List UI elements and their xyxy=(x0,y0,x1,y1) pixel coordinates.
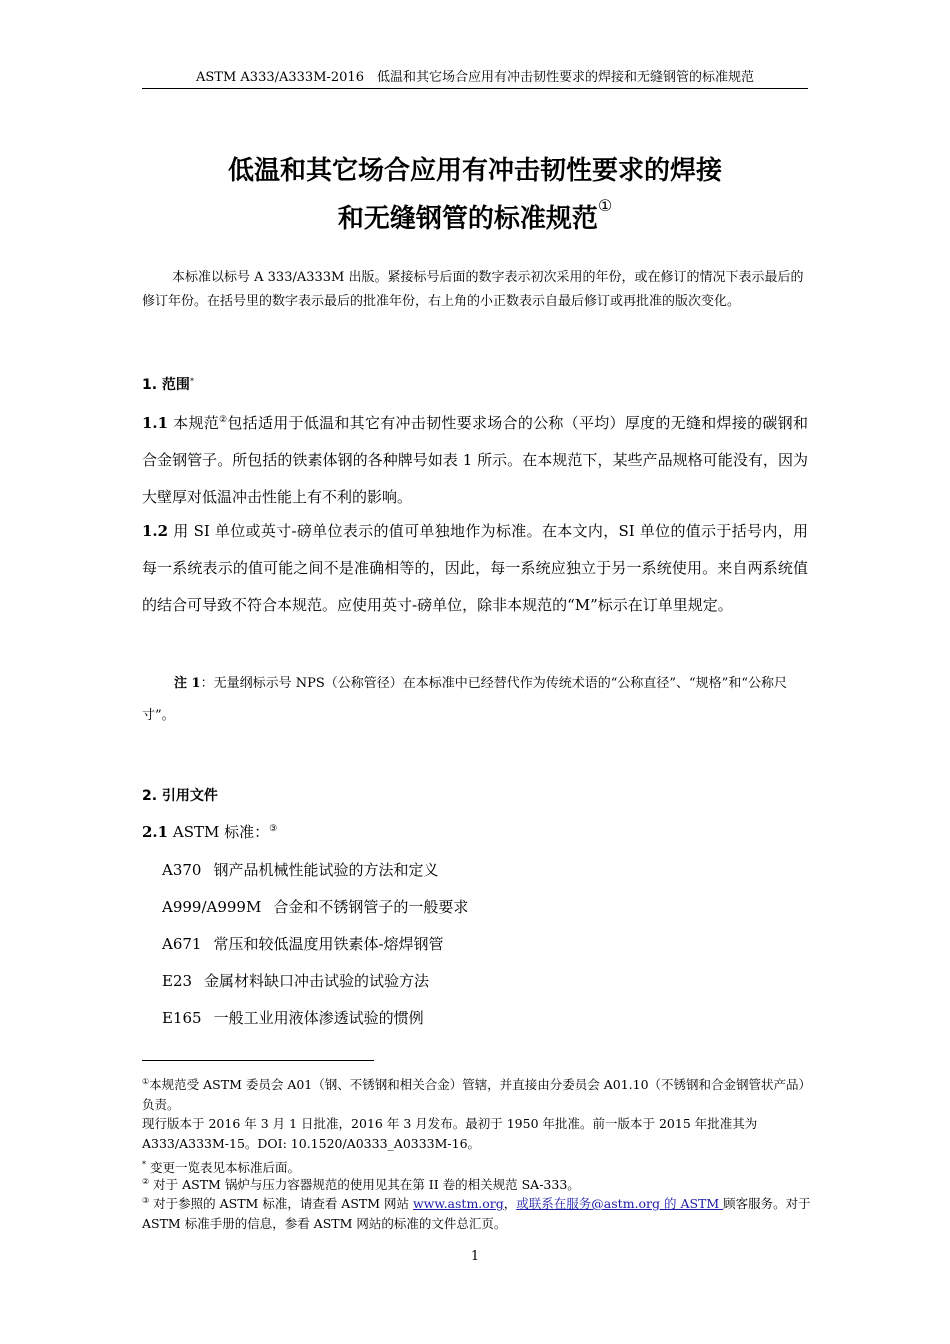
reference-desc: 常压和较低温度用铁素体-熔焊钢管 xyxy=(213,935,444,953)
reference-code: A370 xyxy=(162,861,202,879)
reference-desc: 合金和不锈钢管子的一般要求 xyxy=(273,898,469,916)
paragraph-1-1-text-b: 包括适用于低温和其它有冲击韧性要求场合的公称（平均）厚度的无缝和焊接的碳钢和合金钢管子。所包括的铁素体钢的各种牌号如表 1 所示。在本规范下，某些产品规格可能没有，因为大壁厚对低温冲击性能上有不利的影响。 xyxy=(142,414,808,506)
reference-desc: 一般工业用液体渗透试验的惯例 xyxy=(213,1009,424,1027)
document-title-text: 和无缝钢管的标准规范 xyxy=(337,204,598,234)
reference-item xyxy=(162,1007,424,1028)
reference-desc: 钢产品机械性能试验的方法和定义 xyxy=(213,861,439,879)
reference-code: E23 xyxy=(162,972,193,990)
footnote-1-text: 本规范受 ASTM 委员会 A01（钢、不锈钢和相关合金）管辖，并直接由分委员会 A01.10（不锈钢和合金钢管状产品）负责。 xyxy=(142,1077,812,1113)
reference-item xyxy=(162,896,468,917)
note-1 xyxy=(142,668,808,732)
intro-paragraph: 本标准以标号 A 333/A333M 出版。紧接标号后面的数字表示初次采用的年份，或在修订的情况下表示最后的修订年份。在括号里的数字表示最后的批准年份，右上角的小正数表示自最后修订或再批准的版次变化。 xyxy=(142,270,804,309)
paragraph-1-2-text: 用 SI 单位或英寸-磅单位表示的值可单独地作为标准。在本文内，SI 单位的值示于括号内，用每一系统表示的值可能之间不是准确相等的，因此，每一系统应独立于另一系统使用。来自两系统值的结合可导致不符合本规范。应使用英寸-磅单位，除非本规范的“M”标示在订单里规定。 xyxy=(142,522,808,614)
section-1-heading xyxy=(142,374,194,394)
note-1-text: ：无量纲标示号 NPS（公称管径）在本标准中已经替代作为传统术语的“公称直径”、“规格”和“公称尺寸”。 xyxy=(142,676,787,723)
footnote-1 xyxy=(142,1072,812,1115)
footnote-4 xyxy=(142,1191,812,1234)
running-header: ASTM A333/A333M-2016 低温和其它场合应用有冲击韧性要求的焊接和无缝钢管的标准规范 xyxy=(196,70,754,85)
footnote-3-text: 对于 ASTM 锅炉与压力容器规范的使用见其在第 II 卷的相关规范 SA-333。 xyxy=(149,1177,580,1193)
footnote-1-mark: ① xyxy=(142,1077,150,1086)
reference-code: A671 xyxy=(162,935,202,953)
paragraph-1-1-mark: ② xyxy=(219,415,228,425)
reference-item xyxy=(162,859,438,880)
footnote-rule xyxy=(142,1060,374,1061)
paragraph-1-2-number: 1.2 xyxy=(142,522,169,540)
footnote-4-mark: ③ xyxy=(142,1196,150,1205)
section-2-heading: 2. 引用文件 xyxy=(142,788,218,804)
section-1-heading-text: 1. 范围 xyxy=(142,377,190,393)
footnote-1-continued: 现行版本于 2016 年 3 月 1 日批准，2016 年 3 月发布。最初于 1950 年批准。前一版本于 2015 年批准其为 A333/A333M-15。DOI: 10.1520/A0333_A0333M-16。 xyxy=(142,1116,758,1151)
footnote-3-mark: ② xyxy=(142,1177,150,1186)
paragraph-1-1-number: 1.1 xyxy=(142,414,169,432)
footnote-4-text-a: 对于参照的 ASTM 标准，请查看 ASTM 网站 xyxy=(149,1196,413,1212)
title-footnote-mark: ① xyxy=(597,196,613,215)
reference-code: E165 xyxy=(162,1009,202,1027)
paragraph-1-1-text-a: 本规范 xyxy=(173,414,220,432)
reference-code: A999/A999M xyxy=(162,898,262,916)
paragraph-2-1-number: 2.1 xyxy=(142,823,169,841)
paragraph-2-1-text: ASTM 标准： xyxy=(168,823,270,841)
footnote-2-mark: * xyxy=(142,1160,146,1169)
astm-website-link[interactable]: www.astm.org xyxy=(412,1196,504,1212)
footnote-4-separator: ， xyxy=(503,1196,517,1212)
document-title-line2 xyxy=(100,198,850,235)
reference-desc: 金属材料缺口冲击试验的试验方法 xyxy=(204,972,430,990)
section-1-heading-mark: * xyxy=(189,376,194,386)
header-rule xyxy=(142,88,808,89)
page-number: 1 xyxy=(470,1249,480,1264)
reference-item xyxy=(162,970,429,991)
astm-service-email-link[interactable]: 或联系在服务@astm.org 的 ASTM xyxy=(516,1196,724,1212)
paragraph-1-1 xyxy=(142,402,808,516)
paragraph-2-1 xyxy=(142,821,277,842)
paragraph-1-2 xyxy=(142,513,808,624)
reference-item xyxy=(162,933,444,954)
footnote-4-text-b: 顾客服务。对于 ASTM 标准手册的信息，参看 ASTM 网站的标准的文件总汇页。 xyxy=(142,1196,811,1232)
note-1-label: 注 1 xyxy=(174,676,201,691)
footnote-2-text: 变更一览表见本标准后面。 xyxy=(146,1160,300,1176)
paragraph-2-1-mark: ③ xyxy=(269,824,278,834)
document-title-line1: 低温和其它场合应用有冲击韧性要求的焊接 xyxy=(227,156,722,186)
